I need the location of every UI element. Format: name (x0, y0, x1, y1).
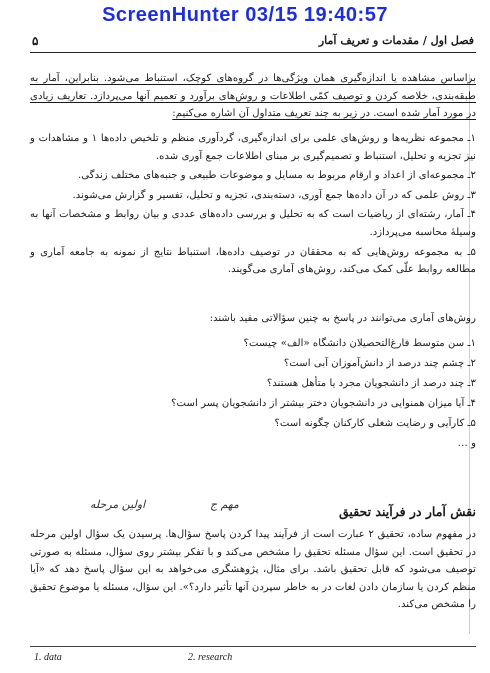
footnote-1: 1. data (34, 652, 62, 663)
questions-intro: روش‌های آماری می‌توانند در پاسخ به چنین سؤالاتی مفید باشند: (209, 313, 476, 324)
page-header (30, 34, 476, 53)
footnote-rule (30, 646, 476, 647)
question-item-4: ۴ـ آیا میزان همنوایی در دانشجویان دختر بیشتر از دانشجویان پسر است؟ (171, 398, 476, 409)
definition-item-4: ۴ـ آمار، رشته‌ای از ریاضیات است که به تحلیل و بررسی داده‌های عددی و بیان روابط و مشخصات آنها به وسیلهٔ محاسبه می‌پردازد. (30, 209, 476, 238)
definitions-list (30, 130, 476, 281)
question-item-1: ۱ـ سن متوسط فارغ‌التحصیلان دانشگاه «الف» چیست؟ (243, 338, 476, 349)
page-number: ۵ (32, 34, 39, 48)
question-item-5: ۵ـ کارآیی و رضایت شغلی کارکنان چگونه است؟ (274, 418, 476, 429)
section-title: نقش آمار در فرآیند تحقیق (339, 504, 476, 519)
definition-item-1: ۱ـ مجموعه نظریه‌ها و روش‌های علمی برای اندازه‌گیری، گردآوری منظم و تلخیص داده‌ها ۱ و مشاهدات و نیز تجزیه و تحلیل، استنباط و تصمیم‌گیری بر مبنای اطلاعات جمع آوری شده. (30, 133, 476, 162)
questions-list (30, 334, 476, 454)
screenhunter-watermark: ScreenHunter 03/15 19:40:57 (102, 4, 388, 26)
section-heading-row (30, 498, 476, 524)
handwritten-note-1: مهم ج (210, 498, 239, 511)
definition-item-2: ۲ـ مجموعه‌ای از اعداد و ارقام مربوط به مسایل و موضوعات طبیعی و جنبه‌های مختلف زندگی. (78, 170, 476, 182)
handwritten-note-2: اولین مرحله (90, 498, 146, 511)
footnote-2: 2. research (188, 652, 233, 663)
scanned-page (30, 34, 476, 666)
question-item-3: ۳ـ چند درصد از دانشجویان مجرد یا متأهل هستند؟ (266, 378, 476, 389)
running-head: فصل اول / مقدمات و تعریف آمار (318, 34, 474, 47)
definition-item-3: ۳ـ روش علمی که در آن داده‌ها جمع آوری، دسته‌بندی، تجزیه و تحلیل، تفسیر و گزارش می‌شوند. (72, 189, 476, 201)
intro-paragraph: براساس مشاهده یا اندازه‌گیری همان ویژگی‌ها در گروه‌های کوچک، استنباط می‌شود. بنابراین، آمار به طبقه‌بندی، خلاصه کردن و توصیف کمّی اطلاعات و روش‌های برآورد و تعمیم آنها می‌پردازد. تعاریف زیادی در مورد آمار شده است. در زیر به چند تعریف متداول آن اشاره می‌کنیم: (30, 73, 476, 119)
definition-item-5: ۵ـ به مجموعه روش‌هایی که به محققان در توصیف داده‌ها، استنباط نتایج از نمونه به جامعه آماری و مطالعه روابط علّی کمک می‌کند، روش‌های آماری می‌گویند. (30, 246, 476, 276)
question-item-etc: و … (457, 438, 476, 449)
question-item-2: ۲ـ چشم چند درصد از دانش‌آموزان آبی است؟ (283, 358, 476, 369)
section-paragraph: در مفهوم ساده، تحقیق ۲ عبارت است از فرآیند پیدا کردن پاسخ سؤال‌ها. پرسیدن یک سؤال اولین مرحله در تحقیق است. این سؤال مسئله تحقیق را مشخص می‌کند و با تفکر بیشتر روی سؤال، مسئله به صورتی توصیف می‌شود که قابل تحقیق باشد. برای مثال، پژوهشگری می‌خواهد به این سؤال پاسخ دهد که «آیا منظم کردن یا سازمان دادن لغات در به خاطر سپردن آنها تأثیر دارد؟». این سؤال، مسئله یا موضوع تحقیق را مشخص می‌کند. (30, 529, 476, 610)
footnotes (30, 652, 476, 666)
